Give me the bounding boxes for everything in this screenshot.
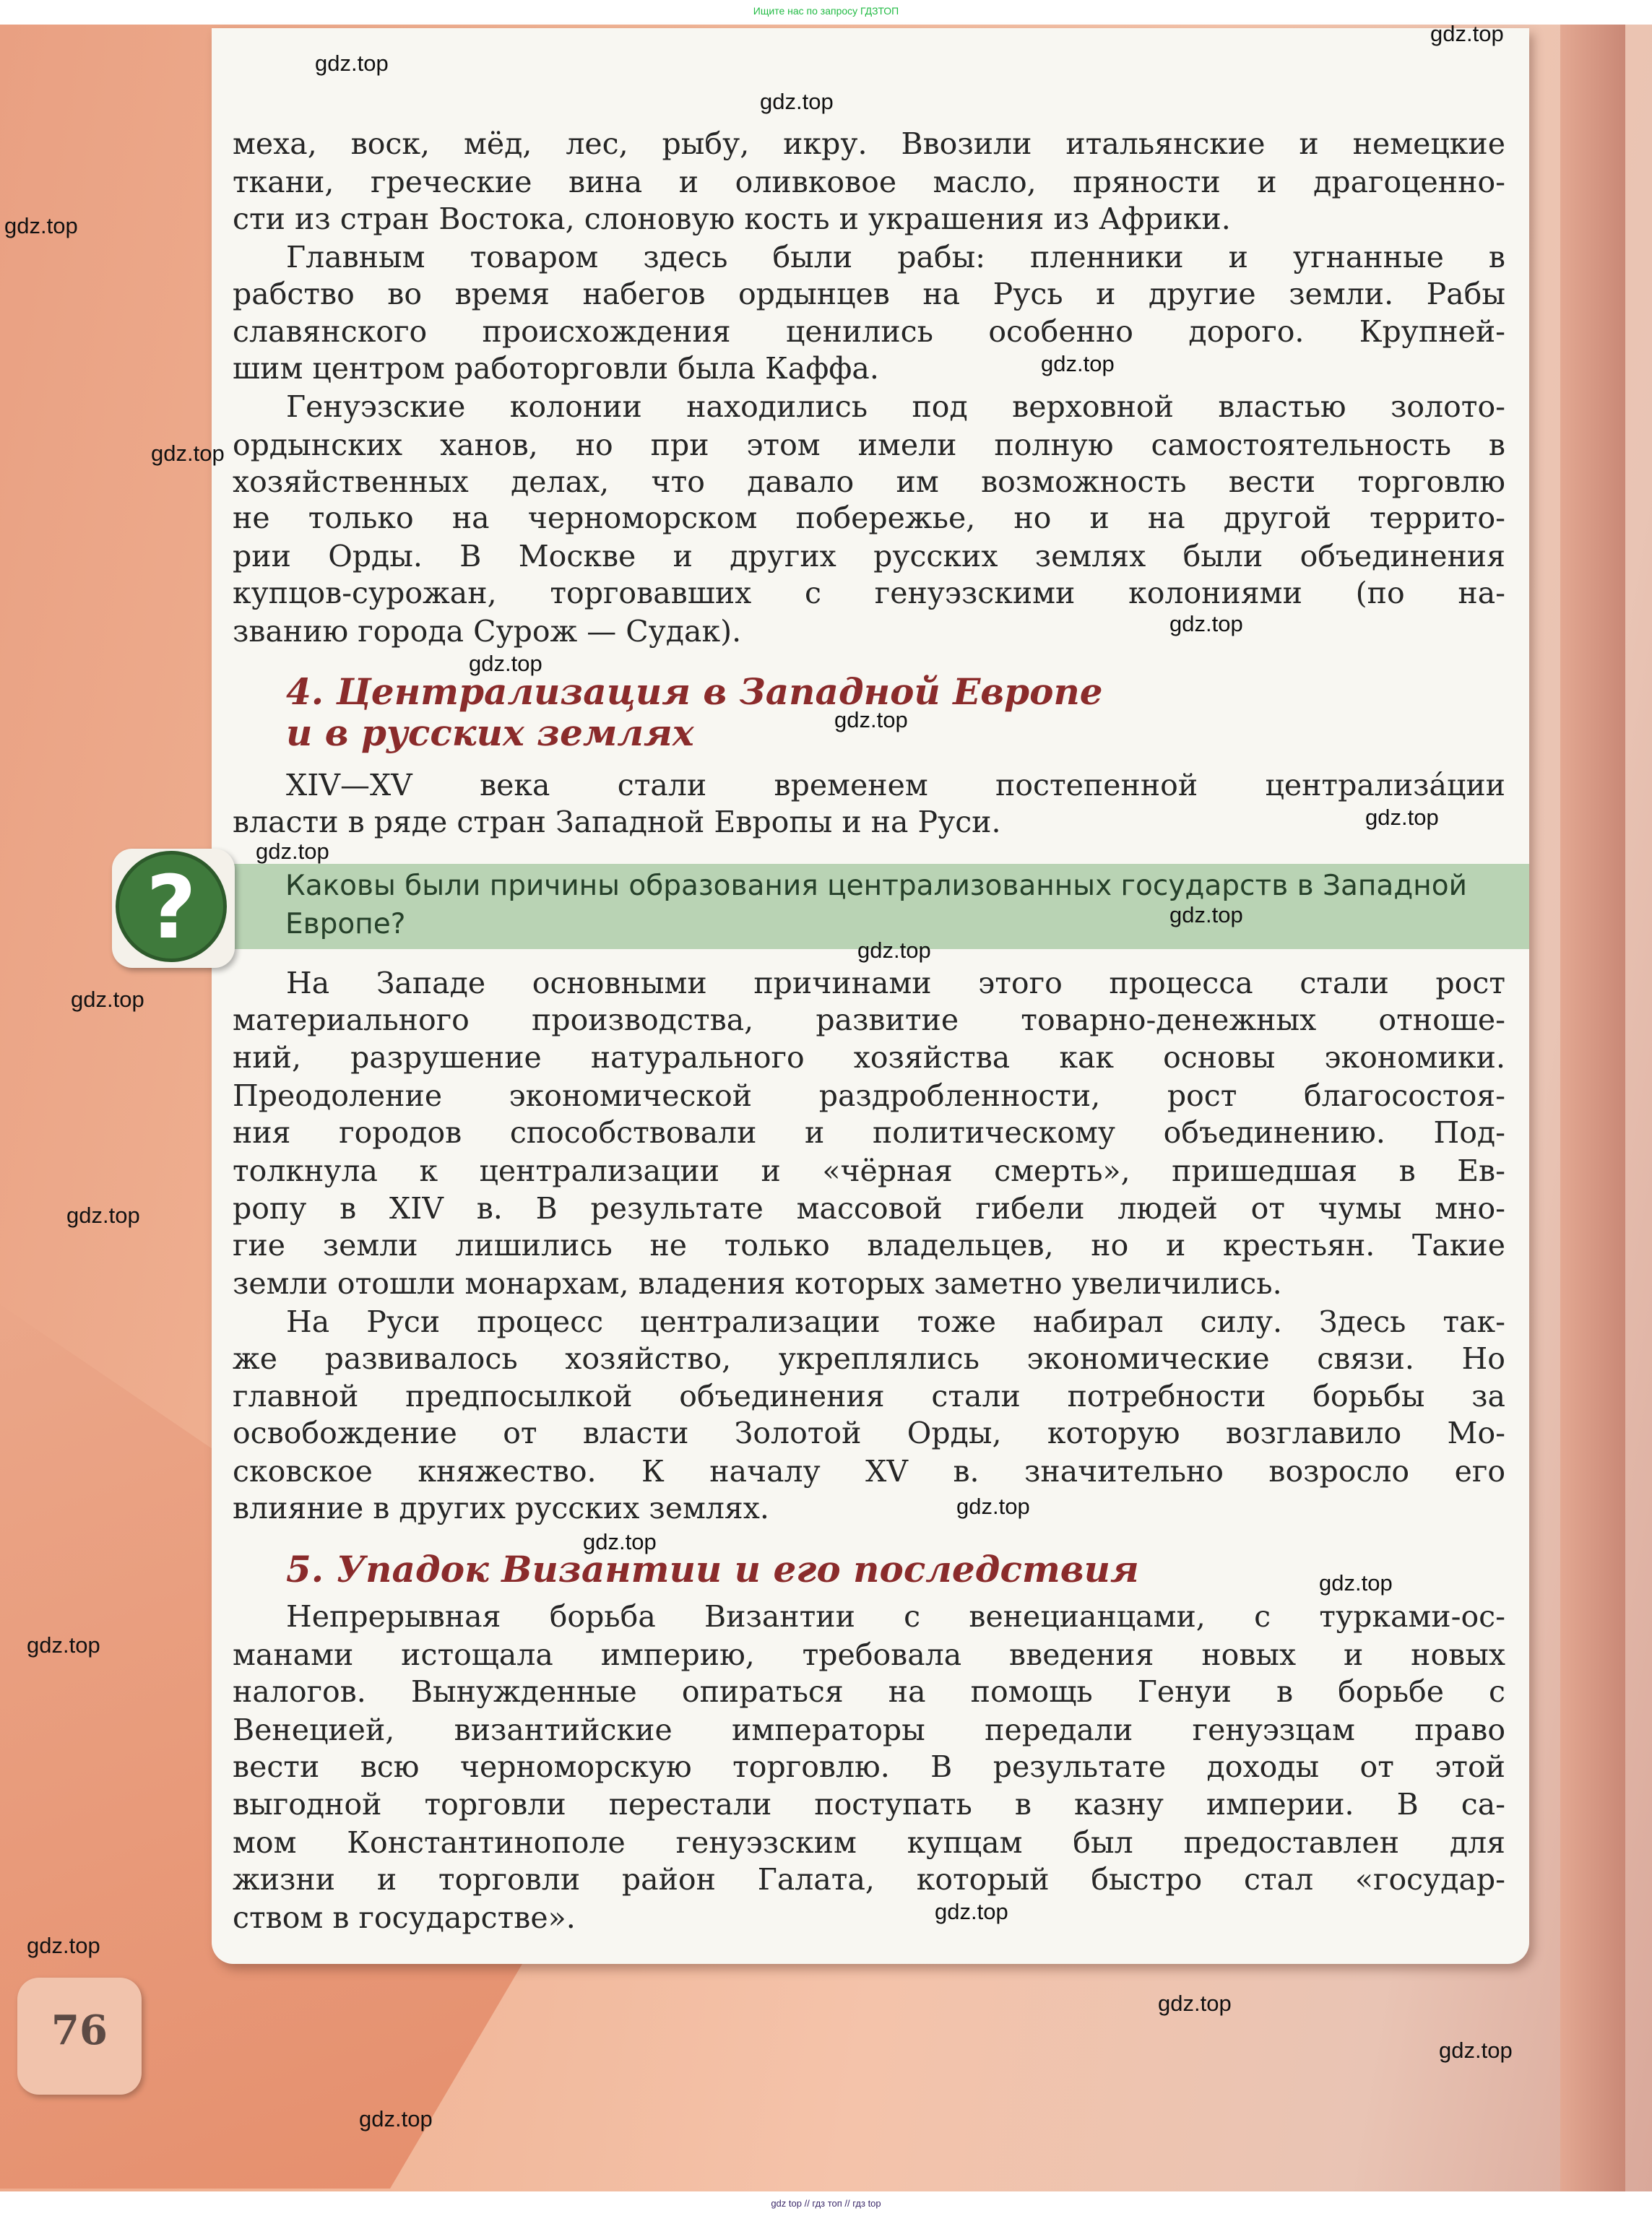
paragraph-line: мом Константинополе генуэзским купцам был предоставлен для: [233, 1825, 1505, 1860]
watermark: gdz.top: [583, 1529, 657, 1554]
paragraph-line: сковское княжество. К началу XV в. значительно возросло его: [233, 1454, 1505, 1489]
paragraph-line: ткани, греческие вина и оливковое масло, пряности и драгоценно-: [233, 165, 1505, 199]
watermark: gdz.top: [834, 707, 908, 732]
watermark: gdz.top: [1430, 21, 1504, 46]
watermark: gdz.top: [1169, 902, 1243, 927]
watermark: gdz.top: [1319, 1570, 1393, 1596]
paragraph-line: рии Орды. В Москве и других русских землях были объединения: [233, 539, 1505, 574]
paragraph-line: Преодоление экономической раздробленности, рост благосостоя-: [233, 1078, 1505, 1113]
paragraph-line: XIV—XV века стали временем постепенной централизáции: [286, 768, 1505, 802]
watermark: gdz.top: [1158, 1991, 1232, 2016]
watermark: gdz.top: [760, 89, 834, 114]
paragraph-line: Венецией, византийские императоры передали генуэзцам право: [233, 1713, 1505, 1747]
watermark: gdz.top: [1439, 2038, 1513, 2063]
watermark: gdz.top: [4, 213, 78, 238]
paragraph-line: материального производства, развитие товарно-денежных отноше-: [233, 1003, 1505, 1037]
paragraph-line: толкнула к централизации и «чёрная смерть», пришедшая в Ев-: [233, 1154, 1505, 1188]
paragraph-line: жизни и торговли район Галата, который быстро стал «государ-: [233, 1862, 1505, 1897]
watermark: gdz.top: [1041, 351, 1115, 376]
watermark: gdz.top: [27, 1632, 100, 1658]
page-edge: [1560, 25, 1625, 2191]
watermark: gdz.top: [151, 441, 225, 466]
paragraph-line: вести всю черноморскую торговлю. В результате доходы от этой: [233, 1749, 1505, 1784]
paragraph-line: купцов-сурожан, торговавших с генуэзскими колониями (по на-: [233, 576, 1505, 610]
paragraph-line: ний, разрушение натурального хозяйства как основы экономики.: [233, 1040, 1505, 1075]
section-heading-4: 4. Централизация в Западной Европе: [286, 670, 1103, 713]
paragraph-line: гие земли лишились не только владельцев, но и крестьян. Такие: [233, 1228, 1505, 1263]
paragraph-line: меха, воск, мёд, лес, рыбу, икру. Ввозили итальянские и немецкие: [233, 126, 1505, 161]
paragraph-line: Главным товаром здесь были рабы: пленники и угнанные в: [286, 240, 1505, 274]
watermark: gdz.top: [1169, 611, 1243, 636]
section-heading-4-cont: и в русских землях: [286, 711, 694, 754]
watermark: gdz.top: [71, 987, 144, 1012]
question-text: Каковы были причины образования централизованных государств в Западной Европе?: [285, 870, 1467, 940]
paragraph-line: Непрерывная борьба Византии с венецианцами, с турками-ос-: [286, 1599, 1505, 1634]
paragraph-line: выгодной торговли перестали поступать в казну империи. В са-: [233, 1787, 1505, 1822]
watermark: gdz.top: [956, 1494, 1030, 1519]
watermark: gdz.top: [66, 1203, 140, 1228]
watermark: gdz.top: [27, 1933, 100, 1958]
section-heading-5: 5. Упадок Византии и его последствия: [286, 1548, 1139, 1590]
paragraph-line: же развивалось хозяйство, укреплялись экономические связи. Но: [233, 1341, 1505, 1376]
watermark: gdz.top: [935, 1899, 1008, 1924]
paragraph-line: налогов. Вынужденные опираться на помощь Генуи в борьбе с: [233, 1674, 1505, 1709]
paragraph-line: хозяйственных делах, что давало им возможность вести торговлю: [233, 464, 1505, 499]
watermark: gdz.top: [469, 651, 542, 676]
watermark: gdz.top: [256, 839, 329, 864]
paragraph-line: власти в ряде стран Западной Европы и на Руси.: [233, 805, 1001, 839]
paragraph-line: не только на черноморском побережье, но и на другой террито-: [233, 501, 1505, 535]
paragraph-line: сти из стран Востока, слоновую кость и украшения из Африки.: [233, 202, 1231, 236]
paragraph-line: земли отошли монархам, владения которых заметно увеличились.: [233, 1266, 1282, 1301]
paragraph-line: Генуэзские колонии находились под верховной властью золото-: [286, 389, 1505, 424]
paragraph-line: манами истощала империю, требовала введения новых и новых: [233, 1637, 1505, 1672]
paragraph-line: званию города Сурож — Судак).: [233, 614, 742, 649]
paragraph-line: славянского происхождения ценились особенно дорого. Крупней-: [233, 314, 1505, 349]
paragraph-line: ством в государстве».: [233, 1900, 576, 1935]
paragraph-line: главной предпосылкой объединения стали потребности борьбы за: [233, 1379, 1505, 1414]
paragraph-line: На Руси процесс централизации тоже набирал силу. Здесь так-: [286, 1304, 1505, 1339]
paragraph-line: влияние в других русских землях.: [233, 1491, 769, 1525]
paragraph-line: ропу в XIV в. В результате массовой гибели людей от чумы мно-: [233, 1191, 1505, 1226]
top-banner: Ищите нас по запросу ГДЗТОП: [753, 5, 899, 17]
paragraph-line: ордынских ханов, но при этом имели полную самостоятельность в: [233, 428, 1505, 462]
watermark: gdz.top: [359, 2106, 433, 2131]
paragraph-line: ния городов способствовали и политическому объединению. Под-: [233, 1115, 1505, 1150]
watermark: gdz.top: [857, 938, 931, 963]
paragraph-line: На Западе основными причинами этого процесса стали рост: [286, 966, 1505, 1000]
page-number: 76: [51, 2007, 108, 2054]
footer-text: gdz top // гдз топ // гдз top: [0, 2191, 1652, 2216]
paragraph-line: шим центром работорговли была Каффа.: [233, 351, 879, 386]
watermark: gdz.top: [1365, 805, 1439, 830]
paragraph-line: освобождение от власти Золотой Орды, которую возглавило Мо-: [233, 1416, 1505, 1450]
paragraph-line: рабство во время набегов ордынцев на Русь и другие земли. Рабы: [233, 277, 1505, 311]
question-mark-icon: ?: [116, 851, 227, 962]
watermark: gdz.top: [315, 51, 389, 76]
